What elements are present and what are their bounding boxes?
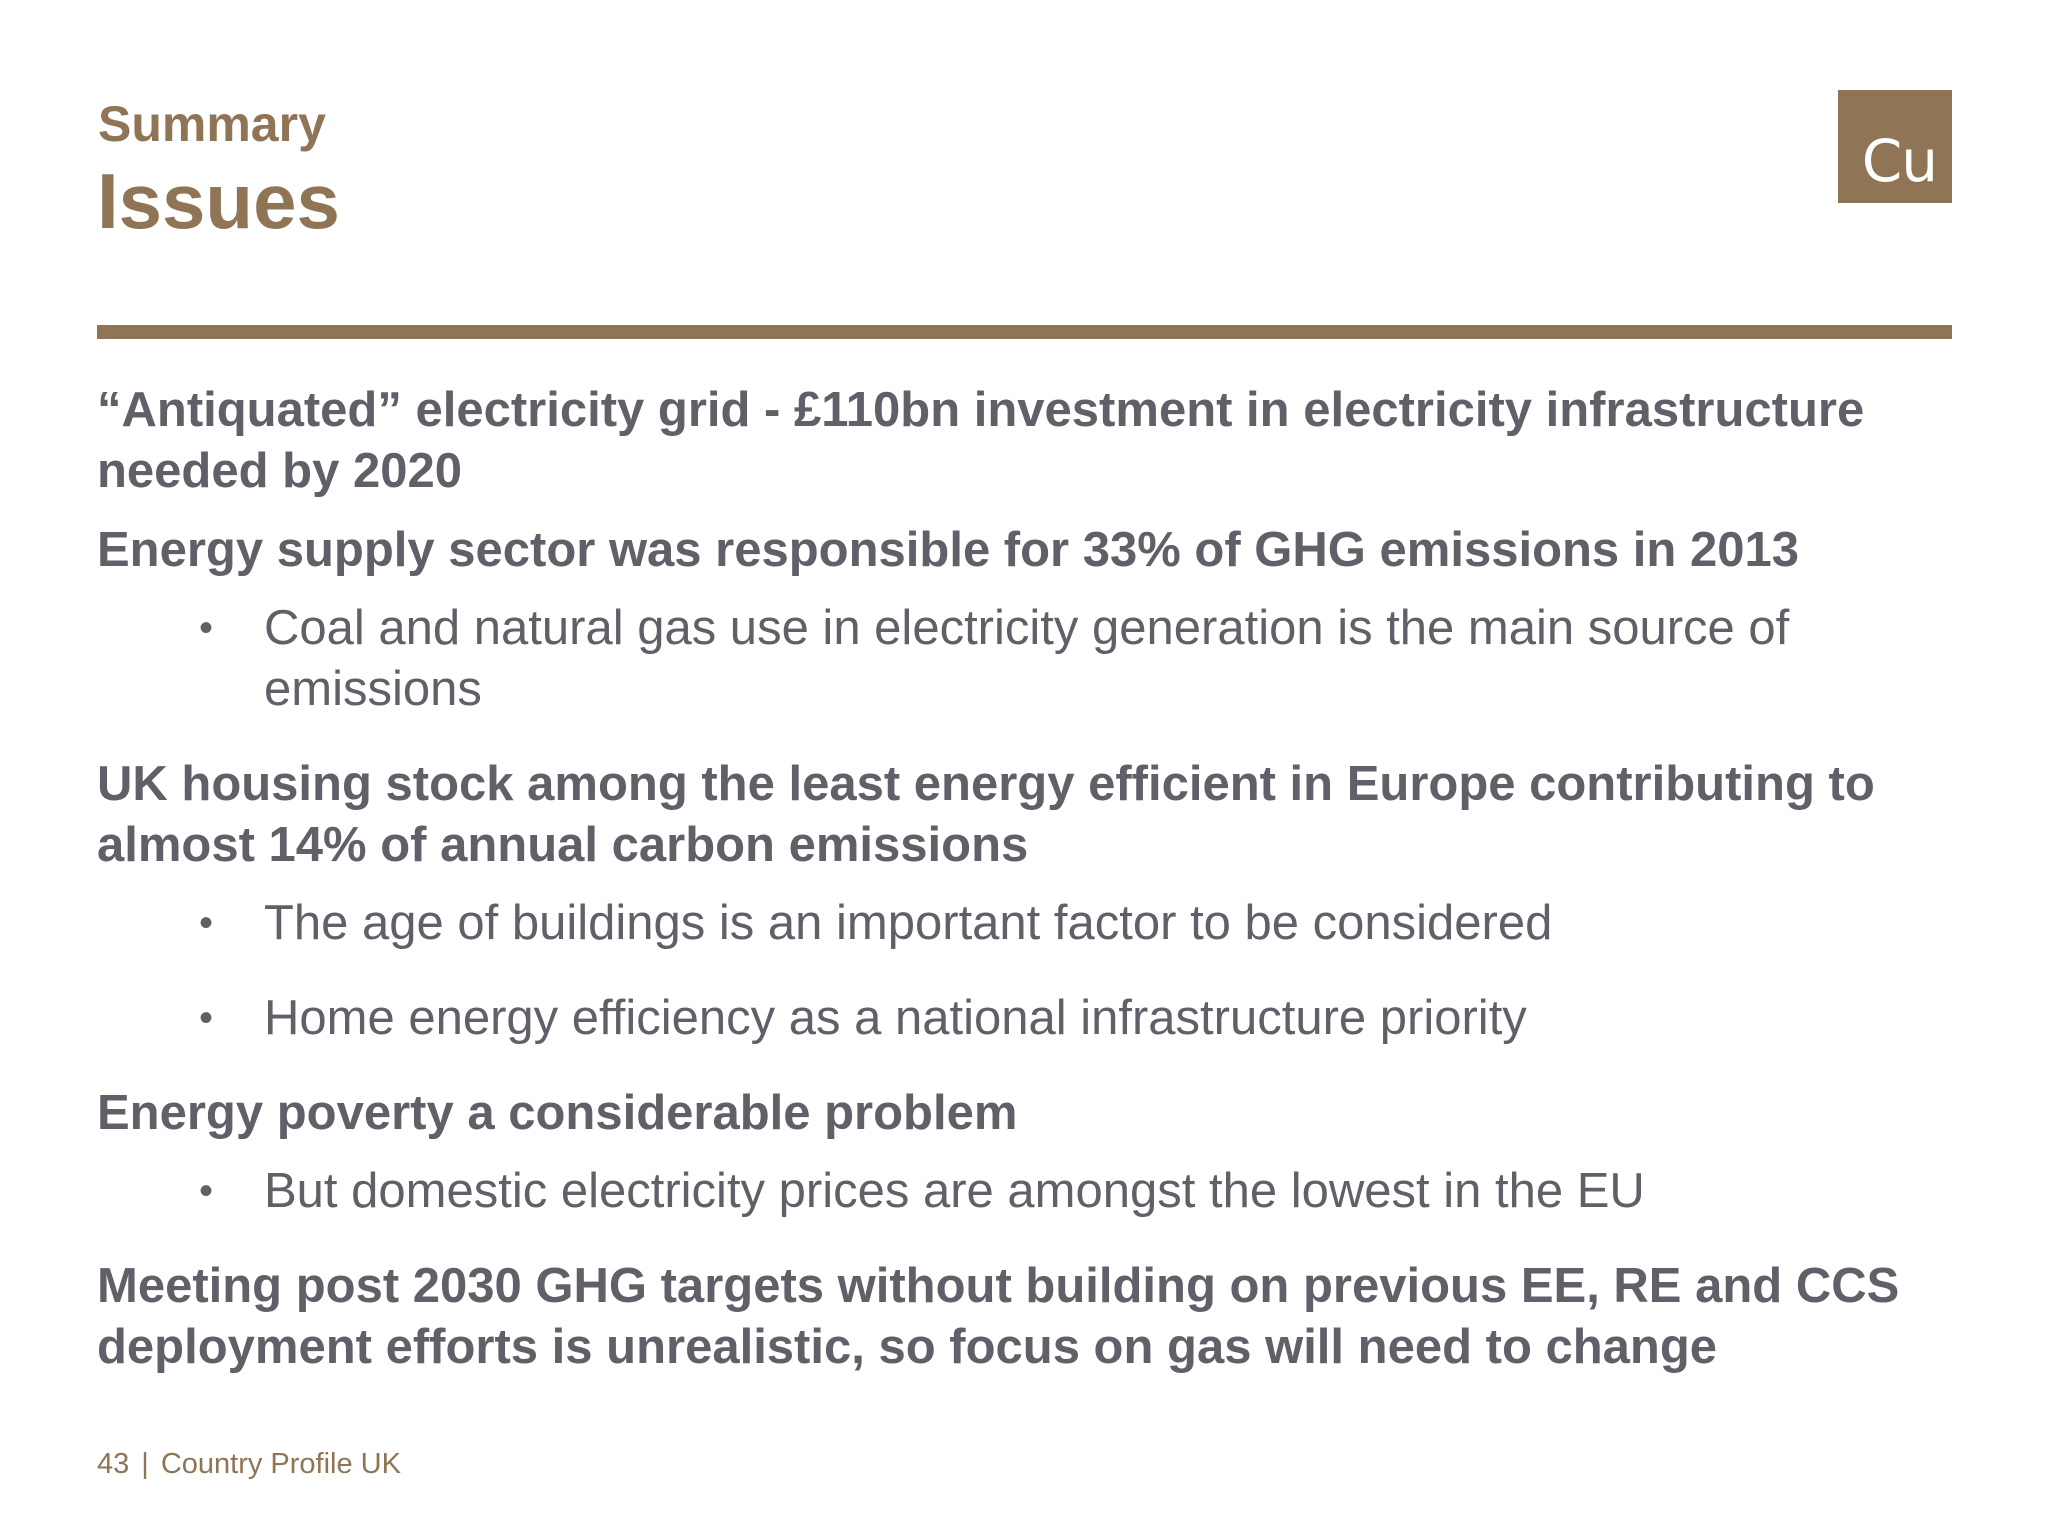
bullet-electricity-prices [97,1161,1977,1222]
footer-label: Country Profile UK [160,1448,401,1480]
bullet-dot: • [199,1169,214,1213]
point-energy-supply-emissions: Energy supply sector was responsible for 33% of GHG emissions in 2013 [97,523,1799,577]
slide-body [97,380,1977,1378]
bullet-text: Home energy efficiency as a national infrastructure priority [264,991,1527,1045]
point-housing-stock: UK housing stock among the least energy efficient in Europe contributing to almost 14% of annual carbon emissions [97,757,1875,872]
footer-separator: | [141,1448,149,1480]
title-divider [97,325,1952,339]
bullet-building-age [97,893,1977,954]
bullet-dot: • [199,996,214,1040]
bullet-text: The age of buildings is an important factor to be considered [264,896,1553,950]
bullet-text: But domestic electricity prices are amongst the lowest in the EU [264,1164,1645,1218]
slide-subtitle: Summary [98,96,326,152]
bullet-home-efficiency [97,988,1977,1049]
bullet-dot: • [199,901,214,945]
cu-logo [1838,90,1952,203]
point-grid-investment: “Antiquated” electricity grid - £110bn investment in electricity infrastructure needed by 2020 [97,383,1865,498]
bullet-dot: • [199,606,214,650]
bullet-text: Coal and natural gas use in electricity generation is the main source of emissions [264,601,1790,716]
page-number: 43 [97,1448,130,1480]
slide-title: Issues [97,157,340,245]
slide-footer [97,1446,401,1482]
cu-logo-text: Cu [1861,127,1937,195]
bullet-coal-gas-source [97,598,1977,720]
point-ghg-targets: Meeting post 2030 GHG targets without building on previous EE, RE and CCS deployment efforts is unrealistic, so focus on gas will need to change [97,1259,1900,1374]
point-energy-poverty: Energy poverty a considerable problem [97,1086,1018,1140]
